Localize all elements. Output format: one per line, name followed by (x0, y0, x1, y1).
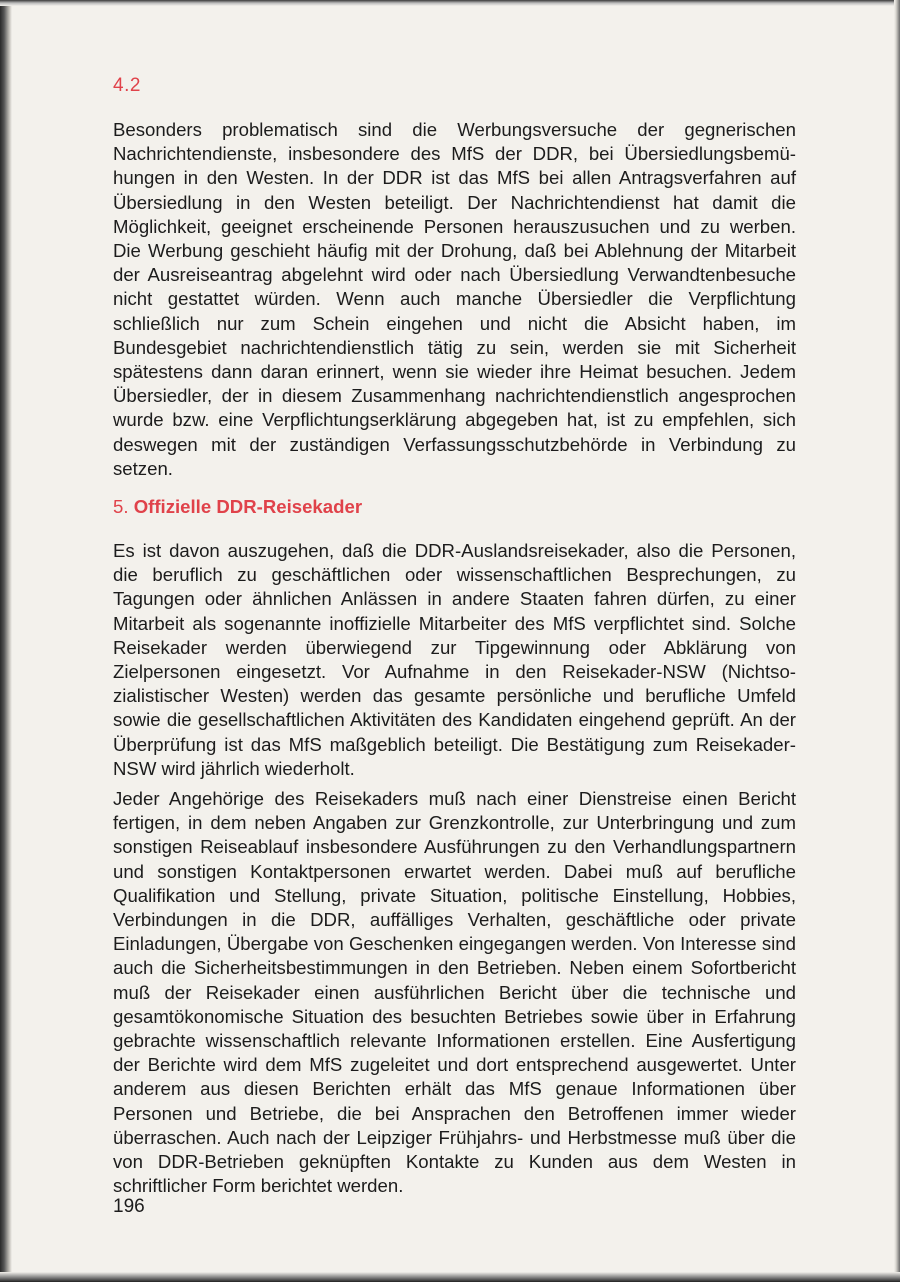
page-top-edge (0, 0, 900, 6)
page-number: 196 (113, 1196, 145, 1217)
body-paragraph-1: Besonders problematisch sind die Werbungsversuche der gegnerischen Nachrichtendienste, insbesondere des MfS der DDR, bei Übersiedlungsbemühungen in den Westen. In der DDR ist das MfS bei allen Antragsverfahren auf Übersiedlung in den Westen beteiligt. Der Nachrichtendienst hat damit die Möglichkeit, geeignet erscheinende Personen herauszusuchen und zu werben. Die Werbung geschieht häufig mit der Drohung, daß bei Ablehnung der Mitarbeit der Ausreiseantrag abgelehnt wird oder nach Übersiedlung Verwandtenbesuche nicht gestattet würden. Wenn auch manche Übersiedler die Verpflichtung schließlich nur zum Schein eingehen und nicht die Absicht haben, im Bundesgebiet nachrichtendienstlich tätig zu sein, werden sie mit Sicherheit spätestens dann daran erinnert, wenn sie wieder ihre Heimat besuchen. Jedem Übersiedler, der in diesem Zusammenhang nachrichtendienstlich angesprochen wurde bzw. eine Verpflichtungserklärung abgegeben hat, ist zu empfehlen, sich deswegen mit der zuständigen Verfassungsschutzbehörde in Verbindung zu setzen. (113, 119, 796, 479)
page-bottom-edge (0, 1272, 900, 1282)
section-number: 4.2 (113, 75, 141, 96)
body-paragraph-2: Es ist davon auszugehen, daß die DDR-Auslandsreisekader, also die Personen, die beruflich zu geschäftlichen oder wissenschaftlichen Besprechungen, zu Tagungen oder ähnlichen Anlässen in andere Staaten fahren dürfen, zu einer Mitarbeit als sogenannte inoffizielle Mitarbeiter des MfS verpflichtet sind. Solche Reisekader werden überwiegend zur Tipgewinnung oder Abklärung von Zielpersonen eingesetzt. Vor Aufnahme in den Reisekader-NSW (Nichtsozialistischer Westen) werden das gesamte persönliche und berufliche Umfeld sowie die gesellschaftlichen Aktivitäten des Kandidaten eingehend geprüft. An der Überprüfung ist das MfS maßgeblich beteiligt. Die Bestätigung zum Reisekader-NSW wird jährlich wiederholt. (113, 540, 796, 779)
section-heading-number: 5. (113, 496, 129, 517)
page-binding-edge (0, 0, 12, 1282)
section-heading-title: Offizielle DDR-Reisekader (133, 496, 363, 517)
section-heading (113, 496, 362, 518)
page-right-edge (894, 0, 900, 1282)
body-paragraph-3: Jeder Angehörige des Reisekaders muß nach einer Dienstreise einen Bericht fertigen, in dem neben Angaben zur Grenzkontrolle, zur Unterbringung und zum sonstigen Reiseablauf insbesondere Ausführungen zu den Verhandlungspartnern und sonstigen Kontaktpersonen erwartet werden. Dabei muß auf berufliche Qualifikation und Stellung, private Situation, politische Einstellung, Hobbies, Verbindungen in die DDR, auffälliges Verhalten, geschäftliche oder private Einladungen, Übergabe von Geschenken eingegangen werden. Von Interesse sind auch die Sicherheitsbestimmungen in den Betrieben. Neben einem Sofortbericht muß der Reisekader einen ausführlichen Bericht über die technische und gesamtökonomische Situation des besuchten Betriebes sowie über in Erfahrung gebrachte wissenschaftlich relevante Informationen erstellen. Eine Ausfertigung der Berichte wird dem MfS zugeleitet und dort entsprechend ausgewertet. Unter anderem aus diesen Berichten erhält das MfS genaue Informationen über Personen und Betriebe, die bei Ansprachen den Betroffenen immer wieder überraschen. Auch nach der Leipziger Frühjahrs- und Herbstmesse muß über die von DDR-Betrieben geknüpften Kontakte zu Kunden aus dem Westen in schriftlicher Form berichtet werden. (113, 788, 796, 1197)
